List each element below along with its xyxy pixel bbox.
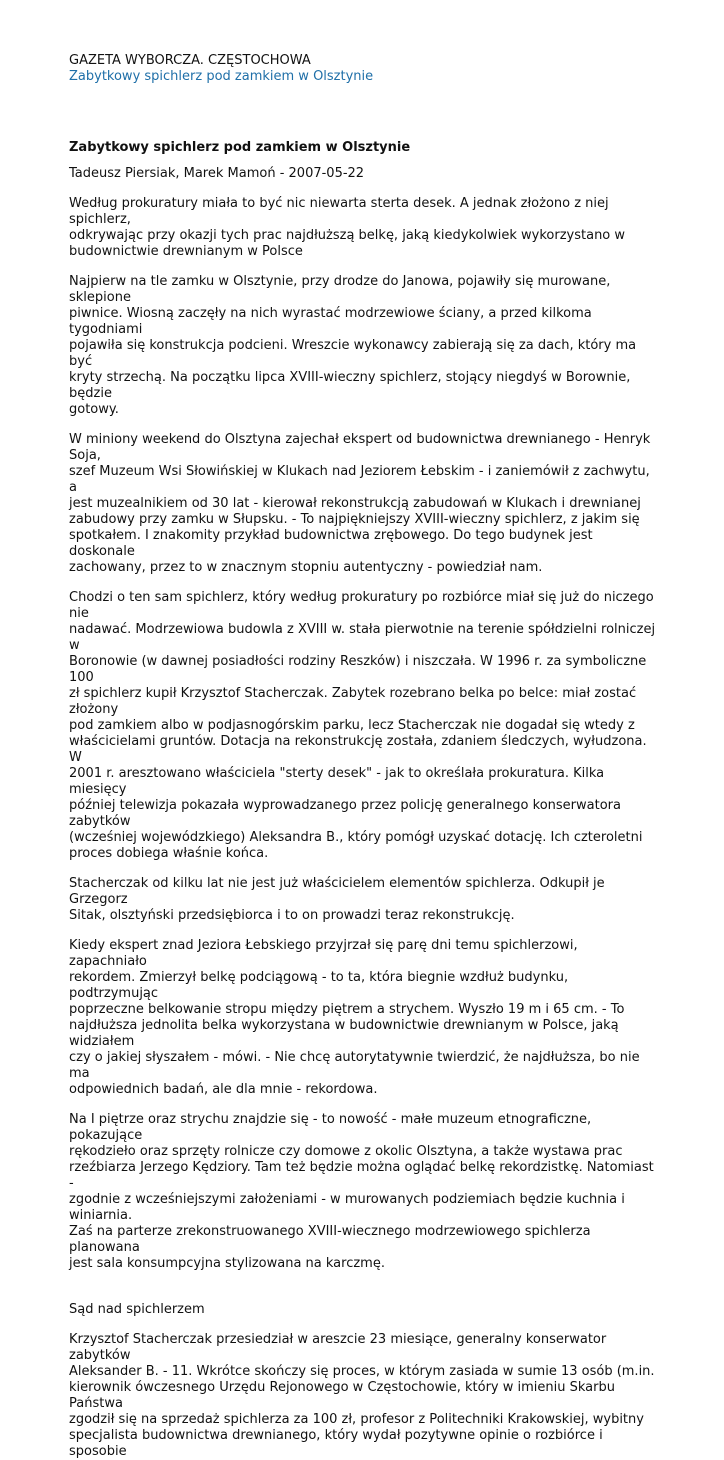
paragraph-line: Stacherczak od kilku lat nie jest już właścicielem elementów spichlerza. Odkupił je Grzegorz	[69, 876, 605, 907]
paragraph-line: specjalista budownictwa drewnianego, który wydał pozytywne opinie o rozbiórce i sposobie	[69, 1428, 603, 1459]
article-body	[69, 196, 659, 1272]
paragraph-line: rzeźbiarza Jerzego Kędziory. Tam też będzie można oglądać belkę rekordzistkę. Natomiast -	[69, 1160, 654, 1191]
paragraph-line: Zaś na parterze zrekonstruowanego XVIII-wiecznego modrzewiowego spichlerza planowana	[69, 1224, 591, 1255]
paragraph-line: zabudowy przy zamku w Słupsku. - To najpiękniejszy XVIII-wieczny spichlerz, z jakim się	[69, 512, 640, 527]
paragraph-line: rękodzieło oraz sprzęty rolnicze czy domowe z okolic Olsztyna, a także wystawa prac	[69, 1144, 623, 1159]
paragraph-line: (wcześniej wojewódzkiego) Aleksandra B., który pomógł uzyskać dotację. Ich czteroletni	[69, 830, 643, 845]
paragraph-line: W miniony weekend do Olsztyna zajechał ekspert od budownictwa drewnianego - Henryk Soja,	[69, 432, 651, 463]
paragraph	[69, 274, 659, 418]
paragraph	[69, 938, 659, 1098]
paragraph-line: kierownik ówczesnego Urzędu Rejonowego w Częstochowie, który w imieniu Skarbu Państwa	[69, 1380, 615, 1411]
paragraph-line: jest sala konsumpcyjna stylizowana na karczmę.	[69, 1256, 385, 1271]
paragraph-line: gotowy.	[69, 402, 119, 417]
paragraph-line: Krzysztof Stacherczak przesiedział w areszcie 23 miesiące, generalny konserwator zabytków	[69, 1332, 607, 1363]
paragraph-line: czy o jakiej słyszałem - mówi. - Nie chcę autorytatywnie twierdzić, że najdłuższa, bo nie ma	[69, 1050, 640, 1081]
paragraph-line: Sitak, olsztyński przedsiębiorca i to on prowadzi teraz rekonstrukcję.	[69, 908, 515, 923]
paragraph-line: szef Muzeum Wsi Słowińskiej w Klukach nad Jeziorem Łebskim - i zaniemówił z zachwytu, a	[69, 464, 650, 495]
paragraph-line: Na I piętrze oraz strychu znajdzie się - to nowość - małe muzeum etnograficzne, pokazujące	[69, 1112, 592, 1143]
paragraph	[69, 1112, 659, 1272]
publication-name: GAZETA WYBORCZA. CZĘSTOCHOWA	[69, 53, 311, 68]
paragraph-line: najdłuższa jednolita belka wykorzystana w budownictwie drewnianym w Polsce, jaką widziałem	[69, 1018, 619, 1049]
paragraph	[69, 590, 659, 862]
paragraph-line: jest muzealnikiem od 30 lat - kierował rekonstrukcją zabudowań w Klukach i drewnianej	[69, 496, 641, 511]
paragraph-line: zachowany, przez to w znacznym stopniu autentyczny - powiedział nam.	[69, 560, 543, 575]
article-byline: Tadeusz Piersiak, Marek Mamoń - 2007-05-22	[69, 166, 365, 181]
paragraph-line: kryty strzechą. Na początku lipca XVIII-wieczny spichlerz, stojący niegdyś w Borownie, będzie	[69, 370, 631, 401]
header-subtitle: Zabytkowy spichlerz pod zamkiem w Olsztynie	[69, 69, 374, 84]
paragraph-line: budownictwie drewnianym w Polsce	[69, 244, 303, 259]
paragraph-line: zgodził się na sprzedaż spichlerza za 100 zł, profesor z Politechniki Krakowskiej, wybitny	[69, 1412, 644, 1427]
paragraph-line: zł spichlerz kupił Krzysztof Stacherczak. Zabytek rozebrano belka po belce: miał zostać złożony	[69, 686, 637, 717]
paragraph-line: poprzeczne belkowanie stropu między piętrem a strychem. Wyszło 19 m i 65 cm. - To	[69, 1002, 625, 1017]
paragraph	[69, 876, 659, 924]
paragraph-line: piwnice. Wiosną zaczęły na nich wyrastać modrzewiowe ściany, a przed kilkoma tygodniami	[69, 306, 592, 337]
paragraph-line: nadawać. Modrzewiowa budowla z XVIII w. stała pierwotnie na terenie spółdzielni rolniczej w	[69, 622, 656, 653]
section-body	[69, 1332, 659, 1460]
paragraph-line: Boronowie (w dawnej posiadłości rodziny Reszków) i niszczała. W 1996 r. za symboliczne 100	[69, 654, 647, 685]
paragraph-line: odkrywając przy okazji tych prac najdłuższą belkę, jaką kiedykolwiek wykorzystano w	[69, 228, 626, 243]
paragraph-line: odpowiednich badań, ale dla mnie - rekordowa.	[69, 1082, 378, 1097]
article-title: Zabytkowy spichlerz pod zamkiem w Olsztynie	[69, 140, 411, 155]
paragraph-line: Aleksander B. - 11. Wkrótce skończy się proces, w którym zasiada w sumie 13 osób (m.in.	[69, 1364, 655, 1379]
paragraph-line: pod zamkiem albo w podjasnogórskim parku, lecz Stacherczak nie dogadał się wtedy z	[69, 718, 635, 733]
paragraph	[69, 1332, 659, 1460]
paragraph-line: Według prokuratury miała to być nic niewarta sterta desek. A jednak złożono z niej spichlerz,	[69, 196, 609, 227]
paragraph-line: pojawiła się konstrukcja podcieni. Wreszcie wykonawcy zabierają się za dach, który ma być	[69, 338, 637, 369]
paragraph-line: Najpierw na tle zamku w Olsztynie, przy drodze do Janowa, pojawiły się murowane, sklepione	[69, 274, 611, 305]
paragraph	[69, 196, 659, 260]
paragraph-line: Kiedy ekspert znad Jeziora Łebskiego przyjrzał się parę dni temu spichlerzowi, zapachniało	[69, 938, 578, 969]
paragraph-line: właścicielami gruntów. Dotacja na rekonstrukcję została, zdaniem śledczych, wyłudzona. W	[69, 734, 647, 765]
paragraph-line: zgodnie z wcześniejszymi założeniami - w murowanych podziemiach będzie kuchnia i winiarnia.	[69, 1192, 625, 1223]
paragraph-line: później telewizja pokazała wyprowadzanego przez policję generalnego konserwatora zabytków	[69, 798, 621, 829]
paragraph	[69, 432, 659, 576]
paragraph-line: spotkałem. I znakomity przykład budownictwa zrębowego. Do tego budynek jest doskonale	[69, 528, 593, 559]
paragraph-line: 2001 r. aresztowano właściciela "sterty desek" - jak to określała prokuratura. Kilka miesięcy	[69, 766, 605, 797]
paragraph-line: Chodzi o ten sam spichlerz, który według prokuratury po rozbiórce miał się już do niczego nie	[69, 590, 654, 621]
paragraph-line: rekordem. Zmierzył belkę podciągową - to ta, która biegnie wzdłuż budynku, podtrzymując	[69, 970, 569, 1001]
paragraph-line: proces dobiega właśnie końca.	[69, 846, 269, 861]
section-heading: Sąd nad spichlerzem	[69, 1302, 205, 1317]
document-page	[69, 53, 659, 1460]
